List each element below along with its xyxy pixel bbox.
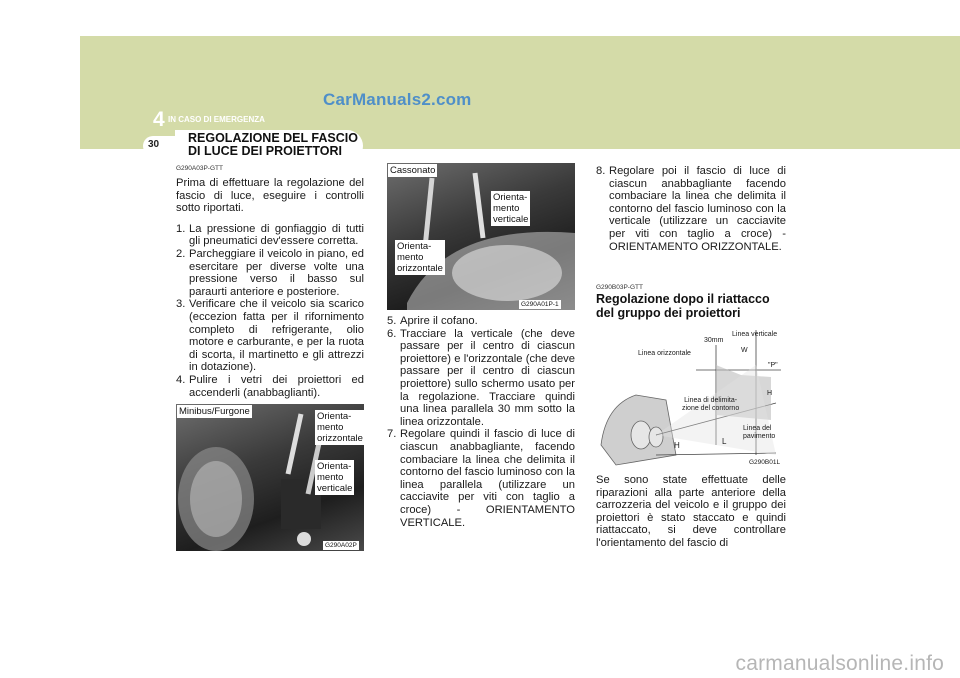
steps-list-3 — [596, 165, 786, 253]
photo-code: G290A01P-1 — [521, 301, 559, 308]
subsection-code: G290B03P-GTT — [596, 284, 643, 291]
steps-list-1 — [176, 223, 364, 399]
diagram-label-cutoff-line: Linea di delimita- zione del contorno — [682, 397, 740, 412]
photo-label-horizontal: Orienta- mento orizzontale — [397, 241, 443, 274]
column-2-text — [387, 315, 575, 529]
list-item: 4. Pulire i vetri dei proiettori ed accenderli (anabbaglianti). — [176, 373, 364, 399]
list-item: 8. Regolare poi il fascio di luce di ciascun anabbagliante facendo combaciare la linea che delimita il contorno del fascio luminoso con la verticale (utilizzare un cacciavite per viti con taglio a croce) -ORIENTAMENTO ORIZZONTALE. — [596, 165, 786, 253]
diagram-label-h-small: H — [767, 390, 773, 397]
column-1-text — [176, 177, 364, 399]
diagram-label-30mm: 30mm — [704, 337, 724, 344]
column-3-text — [596, 165, 786, 253]
intro-paragraph: Prima di effettuare la regolazione del fascio di luce, eseguire i controlli sotto riportati. — [176, 177, 364, 215]
chapter-title: IN CASO DI EMERGENZA — [168, 115, 265, 124]
diagram-label-p: "P" — [768, 362, 778, 369]
page-number: 30 — [148, 139, 160, 150]
list-item: 2. Parcheggiare il veicolo in piano, ed esercitare per diverse volte una pressione verso il basso sul paraurti anteriore e posteriore. — [176, 247, 364, 298]
photo-label-type: Cassonato — [390, 165, 436, 176]
list-item: 7. Regolare quindi il fascio di luce di ciascun anabbagliante, facendo combaciare la linea che delimita il contorno del fascio luminoso con la linea parallela (utilizzare un cacciavite per viti con taglio a croce) - ORIENTAMENTO VERTICALE. — [387, 428, 575, 529]
watermark-footer[interactable]: carmanualsonline.info — [735, 652, 944, 675]
steps-list-2 — [387, 315, 575, 529]
photo-label-vertical: Orienta- mento verticale — [493, 192, 529, 225]
list-item: 6. Tracciare la verticale (che deve passare per il centro di ciascun proiettore) e l'orizzontale (che deve passare per il centro di ciascun proiettore) sullo schermo usato per la regolazione. Tracciare quindi una linea parallela 30 mm sotto la linea orizzontale. — [387, 327, 575, 428]
diagram-code: G290B01L — [749, 459, 781, 466]
photo-label-type: Minibus/Furgone — [179, 406, 250, 417]
photo-cassonato-headlight — [387, 163, 575, 310]
diagram-label-w: W — [741, 347, 748, 354]
section-code: G290A03P-GTT — [176, 165, 223, 172]
chapter-number: 4 — [153, 108, 165, 131]
reassembly-paragraph: Se sono state effettuate delle riparazioni alla parte anteriore della carrozzeria del veicolo e il gruppo dei proiettori è stato staccato e quindi riattaccato, si deve controllare l'orientamento del fascio di — [596, 474, 786, 549]
diagram-label-l: L — [722, 437, 727, 446]
photo-minibus-headlight — [176, 404, 364, 551]
diagram-label-vertical-line: Linea verticale — [732, 331, 778, 338]
beam-alignment-diagram — [596, 325, 786, 471]
list-item: 3. Verificare che il veicolo sia scarico (eccezion fatta per il rifornimento completo di refrigerante, olio motore e carburante, e per la ruota di scorta, il martinetto e gli attrezzi in dotazione). — [176, 298, 364, 374]
list-item: 5. Aprire il cofano. — [387, 315, 478, 327]
diagram-label-h-big: H — [674, 441, 680, 450]
diagram-label-floor-line: Linea del pavimento — [743, 425, 776, 440]
photo-label-horizontal: Orienta- mento orizzontale — [317, 411, 363, 444]
photo-label-vertical: Orienta- mento verticale — [317, 461, 353, 494]
headlight-photo-art-2 — [387, 163, 575, 310]
list-item: 1. La pressione di gonfiaggio di tutti gli pneumatici dev'essere corretta. — [176, 222, 364, 248]
section-title: REGOLAZIONE DEL FASCIO DI LUCE DEI PROIETTORI — [188, 131, 358, 158]
watermark-top[interactable]: CarManuals2.com — [323, 90, 472, 109]
photo-code: G290A02P — [325, 542, 357, 549]
diagram-label-horizontal-line: Linea orizzontale — [638, 350, 691, 357]
subsection-heading: Regolazione dopo il riattacco del gruppo dei proiettori — [596, 292, 770, 320]
